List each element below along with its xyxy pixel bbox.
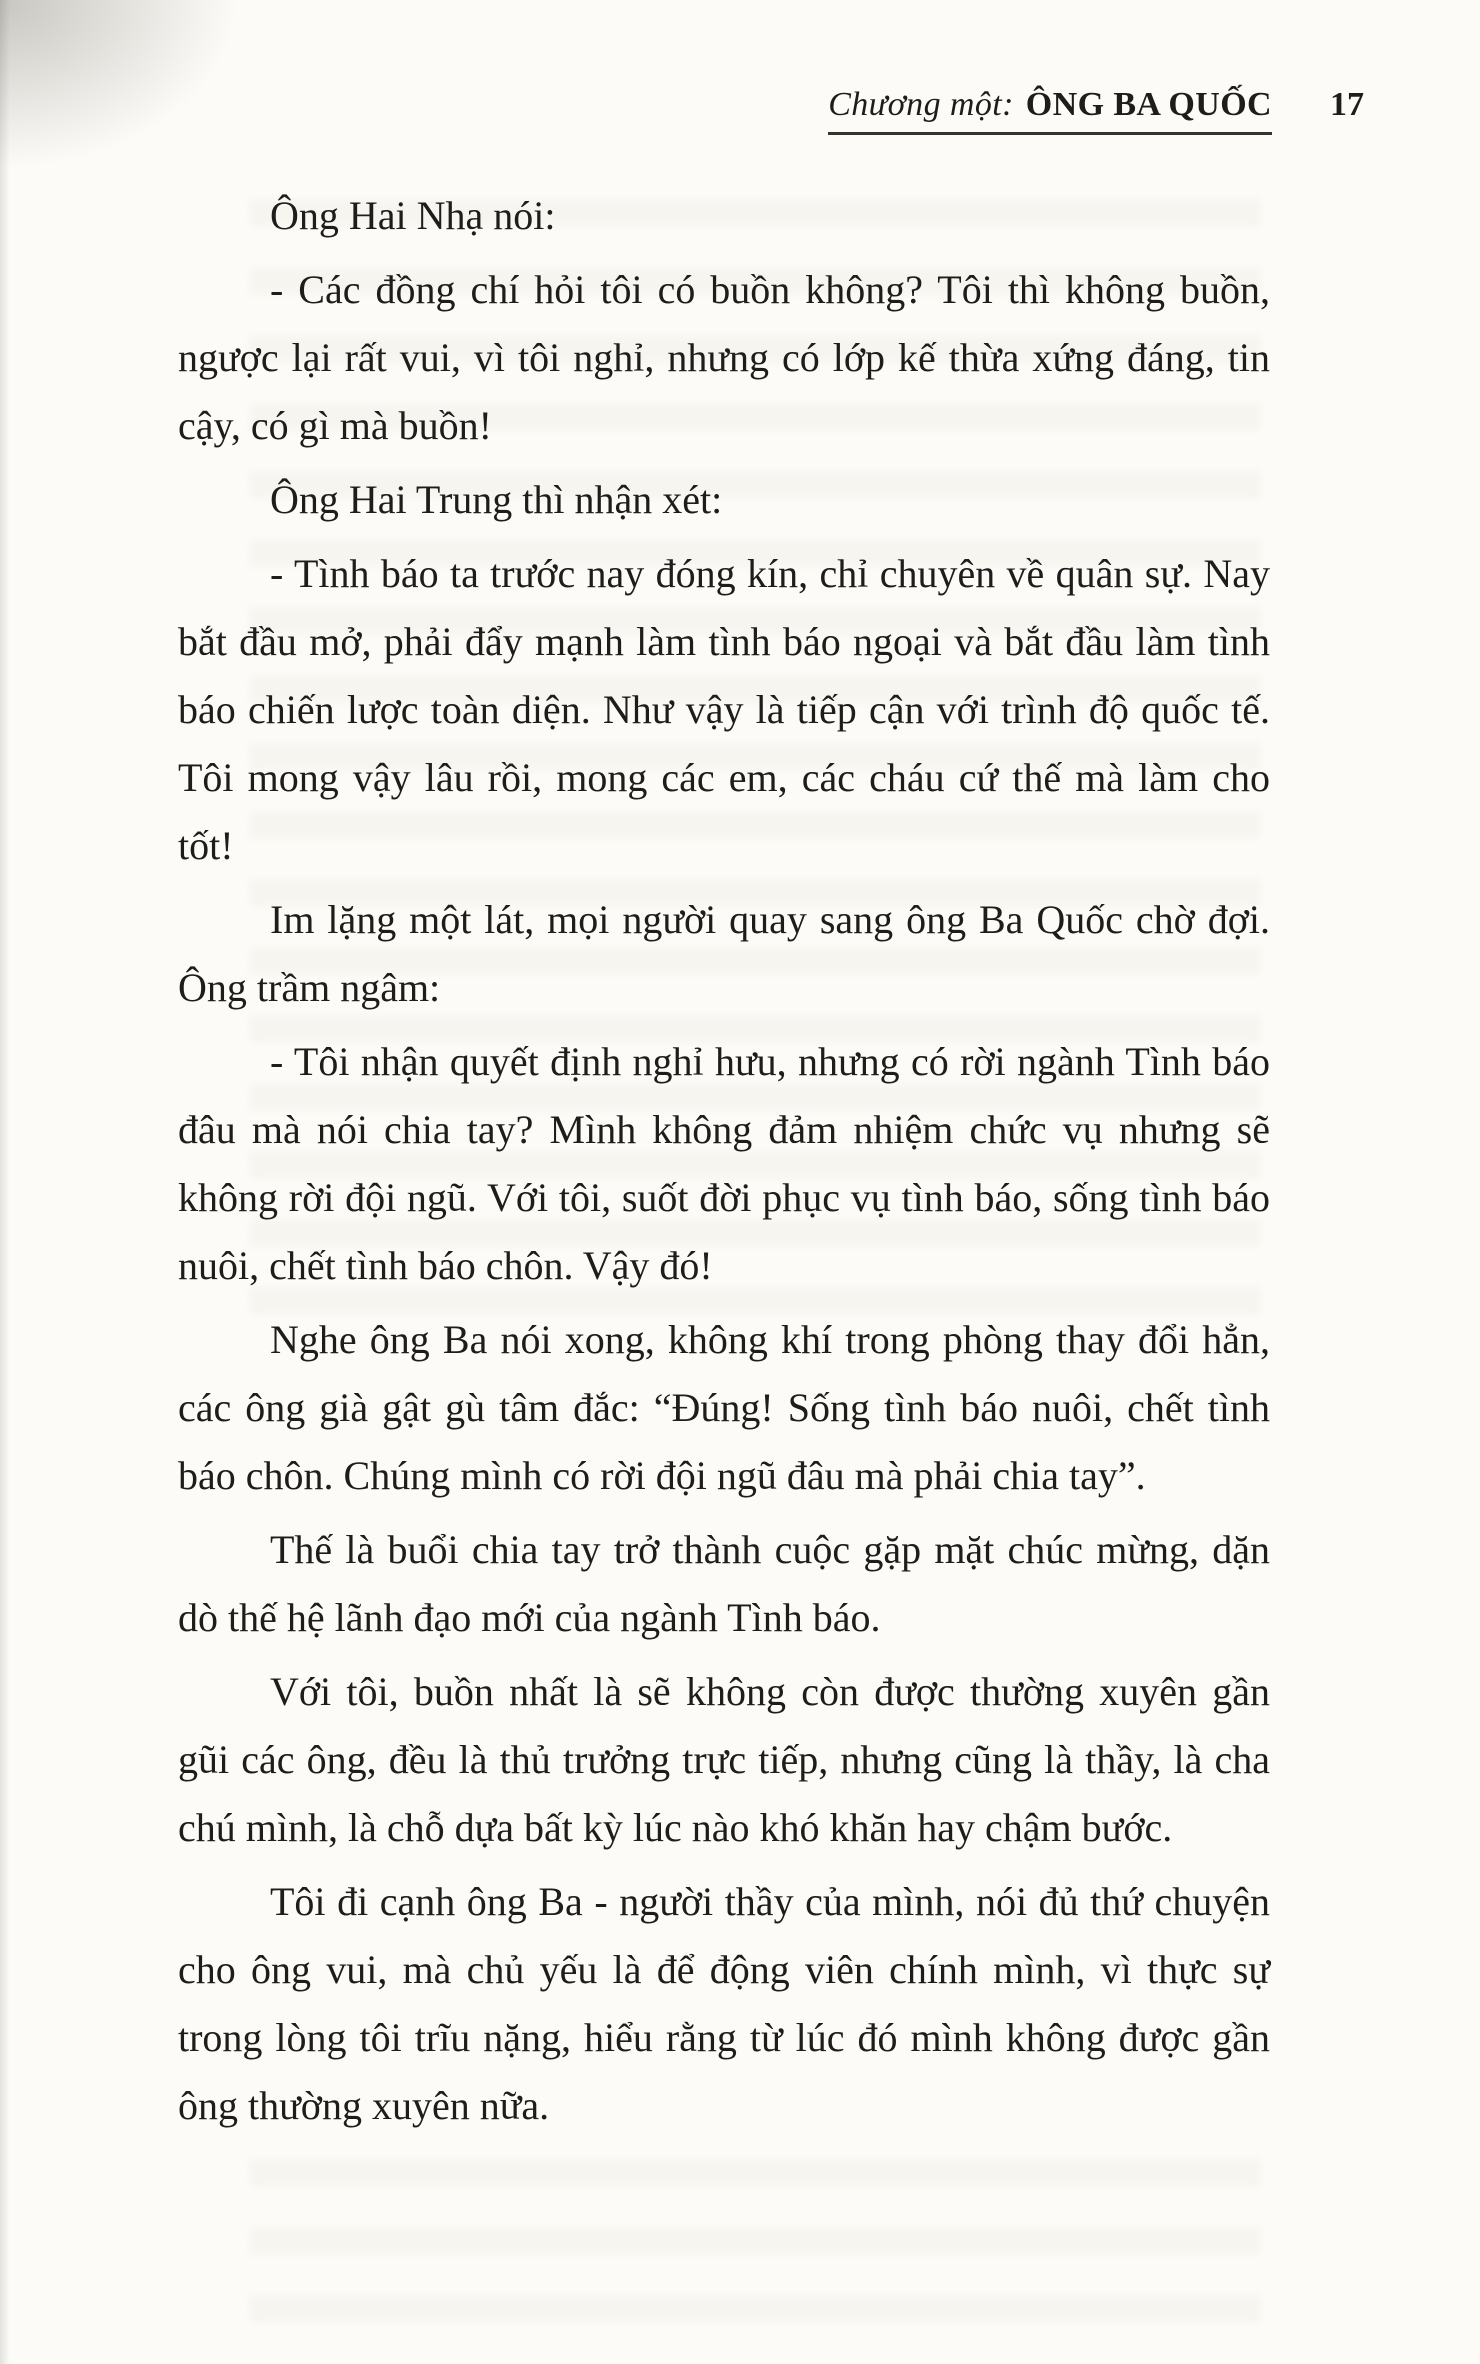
running-header <box>178 86 1364 135</box>
paragraph: - Các đồng chí hỏi tôi có buồn không? Tôi thì không buồn, ngược lại rất vui, vì tôi nghỉ, nhưng có lớp kế thừa xứng đáng, tin cậy, có gì mà buồn! <box>178 267 1270 448</box>
paragraph: Ông Hai Trung thì nhận xét: <box>270 477 723 522</box>
paragraph: Thế là buổi chia tay trở thành cuộc gặp mặt chúc mừng, dặn dò thế hệ lãnh đạo mới của ngành Tình báo. <box>178 1527 1270 1640</box>
paragraph: Tôi đi cạnh ông Ba - người thầy của mình, nói đủ thứ chuyện cho ông vui, mà chủ yếu là để động viên chính mình, vì thực sự trong lòng tôi trĩu nặng, hiểu rằng từ lúc đó mình không được gần ông thường xuyên nữa. <box>178 1879 1270 2128</box>
paragraph: Ông Hai Nhạ nói: <box>270 193 556 238</box>
paragraph: Im lặng một lát, mọi người quay sang ông Ba Quốc chờ đợi. Ông trầm ngâm: <box>178 897 1270 1010</box>
page-bleedthrough-artifact <box>250 2160 1260 2330</box>
paragraph: Với tôi, buồn nhất là sẽ không còn được thường xuyên gần gũi các ông, đều là thủ trưởng trực tiếp, nhưng cũng là thầy, là cha chú mình, là chỗ dựa bất kỳ lúc nào khó khăn hay chậm bước. <box>178 1669 1270 1850</box>
page-body-text <box>178 182 1270 2146</box>
chapter-number-label: Chương một: <box>828 86 1014 123</box>
scan-edge-shadow <box>0 0 10 2364</box>
chapter-heading <box>828 86 1272 135</box>
scan-corner-shadow <box>0 0 240 170</box>
chapter-title: ÔNG BA QUỐC <box>1025 86 1272 123</box>
page-number: 17 <box>1330 86 1364 123</box>
paragraph: Nghe ông Ba nói xong, không khí trong phòng thay đổi hẳn, các ông già gật gù tâm đắc: “Đúng! Sống tình báo nuôi, chết tình báo chôn. Chúng mình có rời đội ngũ đâu mà phải chia tay”. <box>178 1317 1270 1498</box>
paragraph: - Tình báo ta trước nay đóng kín, chỉ chuyên về quân sự. Nay bắt đầu mở, phải đẩy mạnh làm tình báo ngoại và bắt đầu làm tình báo chiến lược toàn diện. Như vậy là tiếp cận với trình độ quốc tế. Tôi mong vậy lâu rồi, mong các em, các cháu cứ thế mà làm cho tốt! <box>178 551 1270 868</box>
paragraph: - Tôi nhận quyết định nghỉ hưu, nhưng có rời ngành Tình báo đâu mà nói chia tay? Mình không đảm nhiệm chức vụ nhưng sẽ không rời đội ngũ. Với tôi, suốt đời phục vụ tình báo, sống tình báo nuôi, chết tình báo chôn. Vậy đó! <box>178 1039 1270 1288</box>
